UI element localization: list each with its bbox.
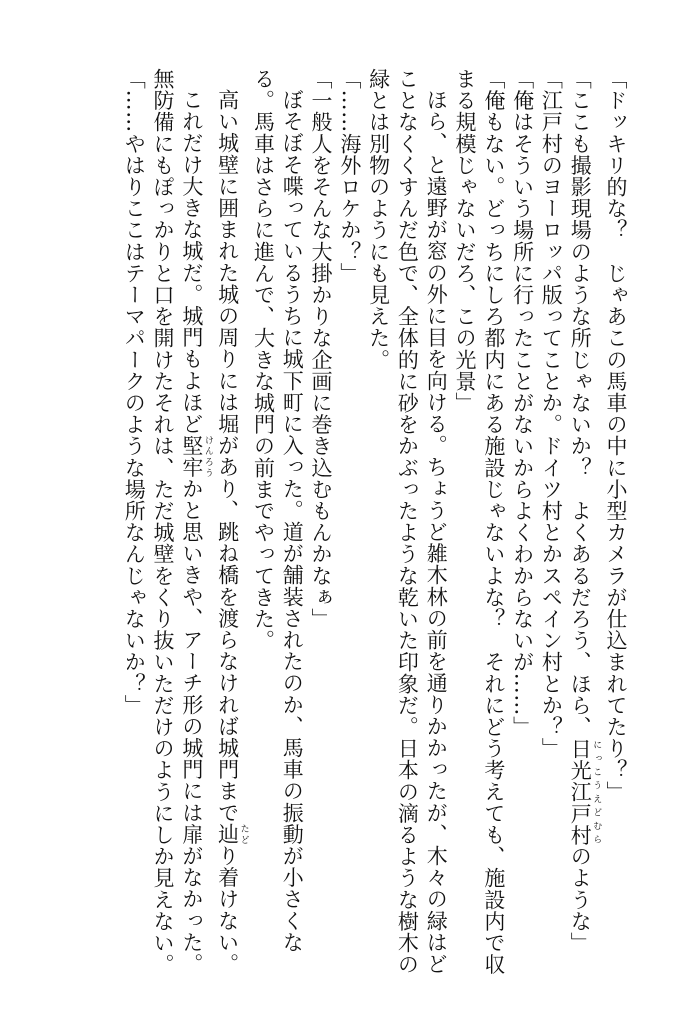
ruby-reading: にっこうえどむら [591,737,602,846]
text-line: 「ドッキリ的な？ じゃあこの馬車の中に小型カメラが仕込まれてたり？」 [604,68,628,803]
text-line: 「俺はそういう場所に行ったことがないからよくわからないが……」 [510,68,535,738]
text-line: 「一般人をそんな大掛かりな企画に巻き込むもんかなぁ」 [309,68,334,630]
text-line: 緑とは別物のようにも見えた。 [366,68,391,371]
text-line: 「……海外ロケか？」 [337,68,362,284]
text-line: 高い城壁に囲まれた城の周りには堀があり、跳ね橋を渡らなければ城門まで辿 たどり着けない。 [215,89,249,975]
ruby-annotation: 辿 たど [215,823,249,846]
text-line: ことなくくすんだ色で、全体的に砂をかぶったような乾いた印象だ。日本の滴るような樹木の [395,68,420,976]
vertical-text-body [119,68,630,976]
ruby-reading: けんろう [202,434,213,478]
text-line: 「俺もない。どっちにしろ都内にある施設じゃないよな？ それにどう考えても、施設内で収 [481,68,506,976]
text-line: 「ここも撮影現場のような所じゃないか？ よくあるだろう、ほら、日光江戸村 にっこうえどむらのような」 [568,68,602,954]
ruby-annotation: 日光江戸村 にっこうえどむら [568,737,602,846]
text-line: まる規模じゃないだろ、この光景」 [453,68,478,414]
ruby-reading: たど [238,823,249,845]
ruby-annotation: 堅牢 けんろう [179,434,213,478]
text-line: これだけ大きな城だ。城門もよほど堅牢 けんろうかと思いきや、アーチ形の城門には扉がなかった。 [179,89,213,975]
text-line: 「……やはりここはテーマパークのような場所なんじゃないか？」 [122,68,147,716]
text-line: ほら、と遠野が窓の外に目を向ける。ちょうど雑木林の前を通りかかったが、木々の緑はど [424,89,449,975]
text-line: 「江戸村のヨーロッパ版ってことか。ドイツ村とかスペイン村とか？」 [539,68,564,760]
text-line: る。馬車はさらに進んで、大きな城門の前までやってきた。 [251,68,276,652]
text-line: ぼそぼそ喋っているうちに城下町に入った。道が舗装されたのか、馬車の振動が小さくな [280,89,305,953]
text-line: 無防備にもぽっかりと口を開けたそれは、ただ城壁をくり抜いただけのようにしか見えない。 [151,68,176,976]
